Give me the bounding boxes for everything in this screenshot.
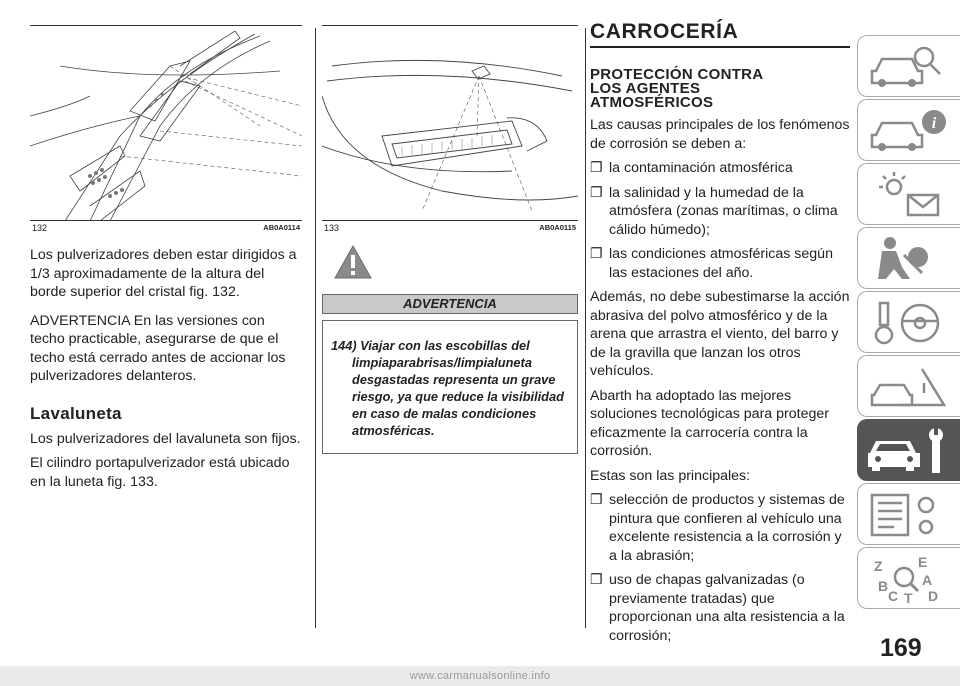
- column-divider-2: [585, 28, 586, 628]
- sidebar-item-emergency[interactable]: [857, 355, 960, 417]
- dashboard-lights-icon: [864, 169, 954, 221]
- checkbox-bullet-icon: ❐: [590, 572, 603, 588]
- section-heading: [590, 68, 850, 110]
- paragraph-main-measures: Estas son las principales:: [590, 467, 751, 484]
- list-item: [590, 571, 850, 645]
- list-item-text: selección de productos y sistemas de pintura que confieren al vehículo una excelente resistencia a la corrosión y a la abrasión;: [609, 492, 845, 564]
- figure-number: 132: [32, 223, 48, 233]
- list-item-text: la salinidad y la humedad de la atmósfera (zonas marítimas, o clima cálido húmedo);: [609, 184, 838, 238]
- index-letter: T: [904, 590, 913, 605]
- heading-lavaluneta: Lavaluneta: [30, 403, 122, 423]
- column-2: [322, 0, 578, 438]
- list-item: [590, 159, 850, 178]
- sidebar-item-maintenance-care[interactable]: [857, 419, 960, 481]
- list-item: [590, 245, 850, 282]
- section-heading-line: PROTECCIÓN CONTRA: [590, 66, 764, 83]
- warning-triangle-icon: [333, 244, 373, 280]
- figure-133-rear-sprayer: [322, 25, 578, 220]
- paragraph-sprayer-cylinder: El cilindro portapulverizador está ubicado en la luneta fig. 133.: [30, 455, 290, 490]
- sidebar-item-dashboard-lights[interactable]: [857, 163, 960, 225]
- figure-caption: [322, 220, 578, 234]
- warning-box: [322, 320, 578, 454]
- section-heading-line: ATMOSFÉRICOS: [590, 94, 714, 111]
- figure-caption: [30, 220, 302, 234]
- car-search-icon: [864, 41, 954, 93]
- figure-132-windshield-sprayers: [30, 25, 302, 220]
- list-item: [590, 491, 850, 565]
- car-info-icon: [864, 105, 954, 157]
- steering-key-icon: [864, 297, 954, 349]
- svg-text:i: i: [931, 115, 937, 132]
- figure-number: 133: [324, 223, 340, 233]
- airbag-safety-icon: [864, 233, 954, 285]
- column-divider-1: [315, 28, 316, 628]
- sidebar-item-starting-driving[interactable]: [857, 291, 960, 353]
- sidebar-item-safety-systems[interactable]: [857, 227, 960, 289]
- column-3: [590, 0, 850, 645]
- list-item-text: uso de chapas galvanizadas (o previamente tratadas) que proporcionan una alta resistencia a la corrosión;: [609, 572, 845, 644]
- page-title: CARROCERÍA: [590, 20, 850, 48]
- paragraph-rear-sprayers: Los pulverizadores del lavaluneta son fijos.: [30, 430, 301, 447]
- index-letter: E: [918, 554, 928, 570]
- emergency-icon: [864, 361, 954, 413]
- checkbox-bullet-icon: ❐: [590, 246, 603, 262]
- sidebar-item-index[interactable]: [857, 547, 960, 609]
- index-letter: D: [928, 588, 939, 604]
- figure-code: AB0A0115: [539, 223, 576, 232]
- sidebar-item-technical-data[interactable]: [857, 483, 960, 545]
- specs-gear-icon: [864, 489, 954, 541]
- alphabet-index-icon: [864, 553, 954, 605]
- figure-code: AB0A0114: [263, 223, 300, 232]
- warning-text: 144) Viajar con las escobillas del limpiaparabrisas/limpialuneta desgastadas representa un grave riesgo, ya que reduce la visibilidad en caso de malas condiciones atmosféricas.: [331, 338, 564, 438]
- sidebar-item-safety[interactable]: [857, 99, 960, 161]
- sidebar-item-getting-to-know[interactable]: [857, 35, 960, 97]
- checkbox-bullet-icon: ❐: [590, 160, 603, 176]
- car-wrench-icon: [864, 425, 954, 477]
- watermark: www.carmanualsonline.info: [0, 666, 960, 686]
- windshield-sprayer-illustration: [30, 26, 302, 220]
- list-item-text: la contaminación atmosférica: [609, 160, 793, 176]
- index-letter: C: [888, 588, 899, 604]
- list-item: [590, 184, 850, 240]
- checkbox-bullet-icon: ❐: [590, 184, 603, 201]
- paragraph-sprayer-direction: Los pulverizadores deben estar dirigidos a 1/3 aproximadamente de la altura del borde superior del cristal fig. 132.: [30, 247, 297, 300]
- list-item-text: las condiciones atmosféricas según las estaciones del año.: [609, 246, 833, 281]
- section-heading-line: LOS AGENTES: [590, 80, 701, 97]
- index-letter: A: [922, 572, 933, 588]
- index-letter: Z: [874, 558, 883, 574]
- warning-title-bar: ADVERTENCIA: [322, 294, 578, 314]
- page-number: 169: [880, 634, 922, 662]
- index-letter: B: [878, 578, 889, 594]
- paragraph-abarth-solutions: Abarth ha adoptado las mejores soluciones tecnológicas para proteger eficazmente la carrocería contra la corrosión.: [590, 387, 829, 459]
- column-1: [30, 0, 302, 491]
- paragraph-roof-warning: ADVERTENCIA En las versiones con techo practicable, asegurarse de que el techo está cerrado antes de accionar los pulverizadores delanteros.: [30, 312, 286, 384]
- checkbox-bullet-icon: ❐: [590, 492, 603, 508]
- rear-window-sprayer-illustration: [322, 26, 578, 220]
- paragraph-abrasive-action: Además, no debe subestimarse la acción abrasiva del polvo atmosférico y de la arena que arrastra el viento, del barro y de la gravilla que lanzan los otros vehículos.: [590, 289, 850, 379]
- paragraph-corrosion-causes-intro: Las causas principales de los fenómenos de corrosión se deben a:: [590, 117, 850, 152]
